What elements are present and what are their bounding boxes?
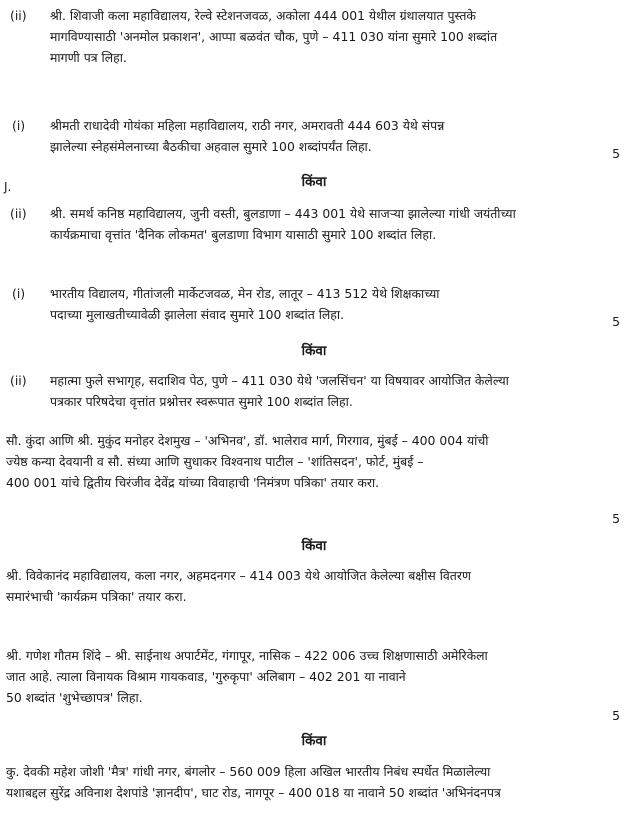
- text-line: पत्रकार परिषदेचा वृत्तांत प्रश्नोत्तर स्वरूपात सुमारे 100 शब्दांत लिहा.: [50, 394, 353, 409]
- text-line: 400 001 यांचे द्वितीय चिरंजीव देवेंद्र यांच्या विवाहाची 'निमंत्रण पत्रिका' तयार करा.: [6, 475, 380, 490]
- text-line: मागणी पत्र लिहा.: [50, 50, 127, 65]
- text-line: यशाबद्दल सुरेंद्र अविनाश देशपांडे 'ज्ञानदीप', घाट रोड, नागपूर – 400 018 या नावाने 50 शब्दांत 'अभिनंदनपत्र: [6, 785, 501, 800]
- text-line: श्री. गणेश गौतम शिंदे – श्री. साईनाथ अपार्टमेंट, गंगापूर, नासिक – 422 006 उच्च शिक्षणासाठी अमेरिकेला: [6, 648, 488, 663]
- text-line: श्री. विवेकानंद महाविद्यालय, कला नगर, अहमदनगर – 414 003 येथे आयोजित केलेल्या बक्षीस वितरण: [6, 568, 471, 583]
- marks: 5: [612, 708, 620, 723]
- text-line: झालेल्या स्नेहसंमेलनाच्या बैठकीचा अहवाल सुमारे 100 शब्दांपर्यंत लिहा.: [50, 139, 372, 154]
- text-line: जात आहे. त्याला विनायक विश्राम गायकवाड, 'गुरुकृपा' अलिबाग – 402 201 या नावाने: [6, 669, 406, 684]
- or-divider: किंवा: [301, 175, 327, 190]
- question-number: (ii): [10, 8, 27, 23]
- or-divider: किंवा: [301, 539, 327, 554]
- question-number: (i): [12, 286, 26, 301]
- stray-mark: J.: [4, 180, 12, 194]
- question-text: [50, 283, 610, 325]
- text-line: ज्येष्ठ कन्या देवयानी व सौ. संध्या आणि सुधाकर विश्वनाथ पाटील – 'शांतिसदन', फोर्ट, मुंबई –: [6, 454, 424, 469]
- question-text: [50, 115, 610, 157]
- text-line: भारतीय विद्यालय, गीतांजली मार्केटजवळ, मेन रोड, लातूर – 413 512 येथे शिक्षकाच्या: [50, 286, 440, 301]
- text-line: मागविण्यासाठी 'अनमोल प्रकाशन', आप्पा बळवंत चौक, पुणे – 411 030 यांना सुमारे 100 शब्दांत: [50, 29, 498, 44]
- question-text: [6, 645, 610, 708]
- question-text: [6, 565, 610, 607]
- question-text: [50, 5, 610, 68]
- text-line: समारंभाची 'कार्यक्रम पत्रिका' तयार करा.: [6, 589, 187, 604]
- marks: 5: [612, 146, 620, 161]
- or-divider: किंवा: [301, 734, 327, 749]
- question-text: [6, 761, 610, 803]
- text-line: श्रीमती राधादेवी गोयंका महिला महाविद्यालय, राठी नगर, अमरावती 444 603 येथे संपन्न: [50, 118, 445, 133]
- text-line: पदाच्या मुलाखतीच्यावेळी झालेला संवाद सुमारे 100 शब्दांत लिहा.: [50, 307, 345, 322]
- text-line: 50 शब्दांत 'शुभेच्छापत्र' लिहा.: [6, 690, 143, 705]
- question-text: [50, 203, 610, 245]
- marks: 5: [612, 314, 620, 329]
- marks: 5: [612, 511, 620, 526]
- text-line: श्री. समर्थ कनिष्ठ महाविद्यालय, जुनी वस्ती, बुलडाणा – 443 001 येथे साजऱ्या झालेल्या गांधी जयंतीच्या: [50, 206, 516, 221]
- text-line: महात्मा फुले सभागृह, सदाशिव पेठ, पुणे – 411 030 येथे 'जलसिंचन' या विषयावर आयोजित केलेल्या: [50, 373, 509, 388]
- question-text: [6, 430, 610, 493]
- or-divider: किंवा: [301, 344, 327, 359]
- question-number: (ii): [10, 206, 27, 221]
- question-text: [50, 370, 610, 412]
- text-line: श्री. शिवाजी कला महाविद्यालय, रेल्वे स्टेशनजवळ, अकोला 444 001 येथील ग्रंथालयात पुस्तके: [50, 8, 476, 23]
- text-line: सौ. कुंदा आणि श्री. मुकुंद मनोहर देशमुख – 'अभिनव', डॉ. भालेराव मार्ग, गिरगाव, मुंबई – 400 004 यांची: [6, 433, 489, 448]
- question-number: (i): [12, 118, 26, 133]
- text-line: कार्यक्रमाचा वृत्तांत 'दैनिक लोकमत' बुलडाणा विभाग यासाठी सुमारे 100 शब्दांत लिहा.: [50, 227, 437, 242]
- question-number: (ii): [10, 373, 27, 388]
- text-line: कु. देवकी महेश जोशी 'मैत्र' गांधी नगर, बंगलोर – 560 009 हिला अखिल भारतीय निबंध स्पर्धेत मिळालेल्या: [6, 764, 491, 779]
